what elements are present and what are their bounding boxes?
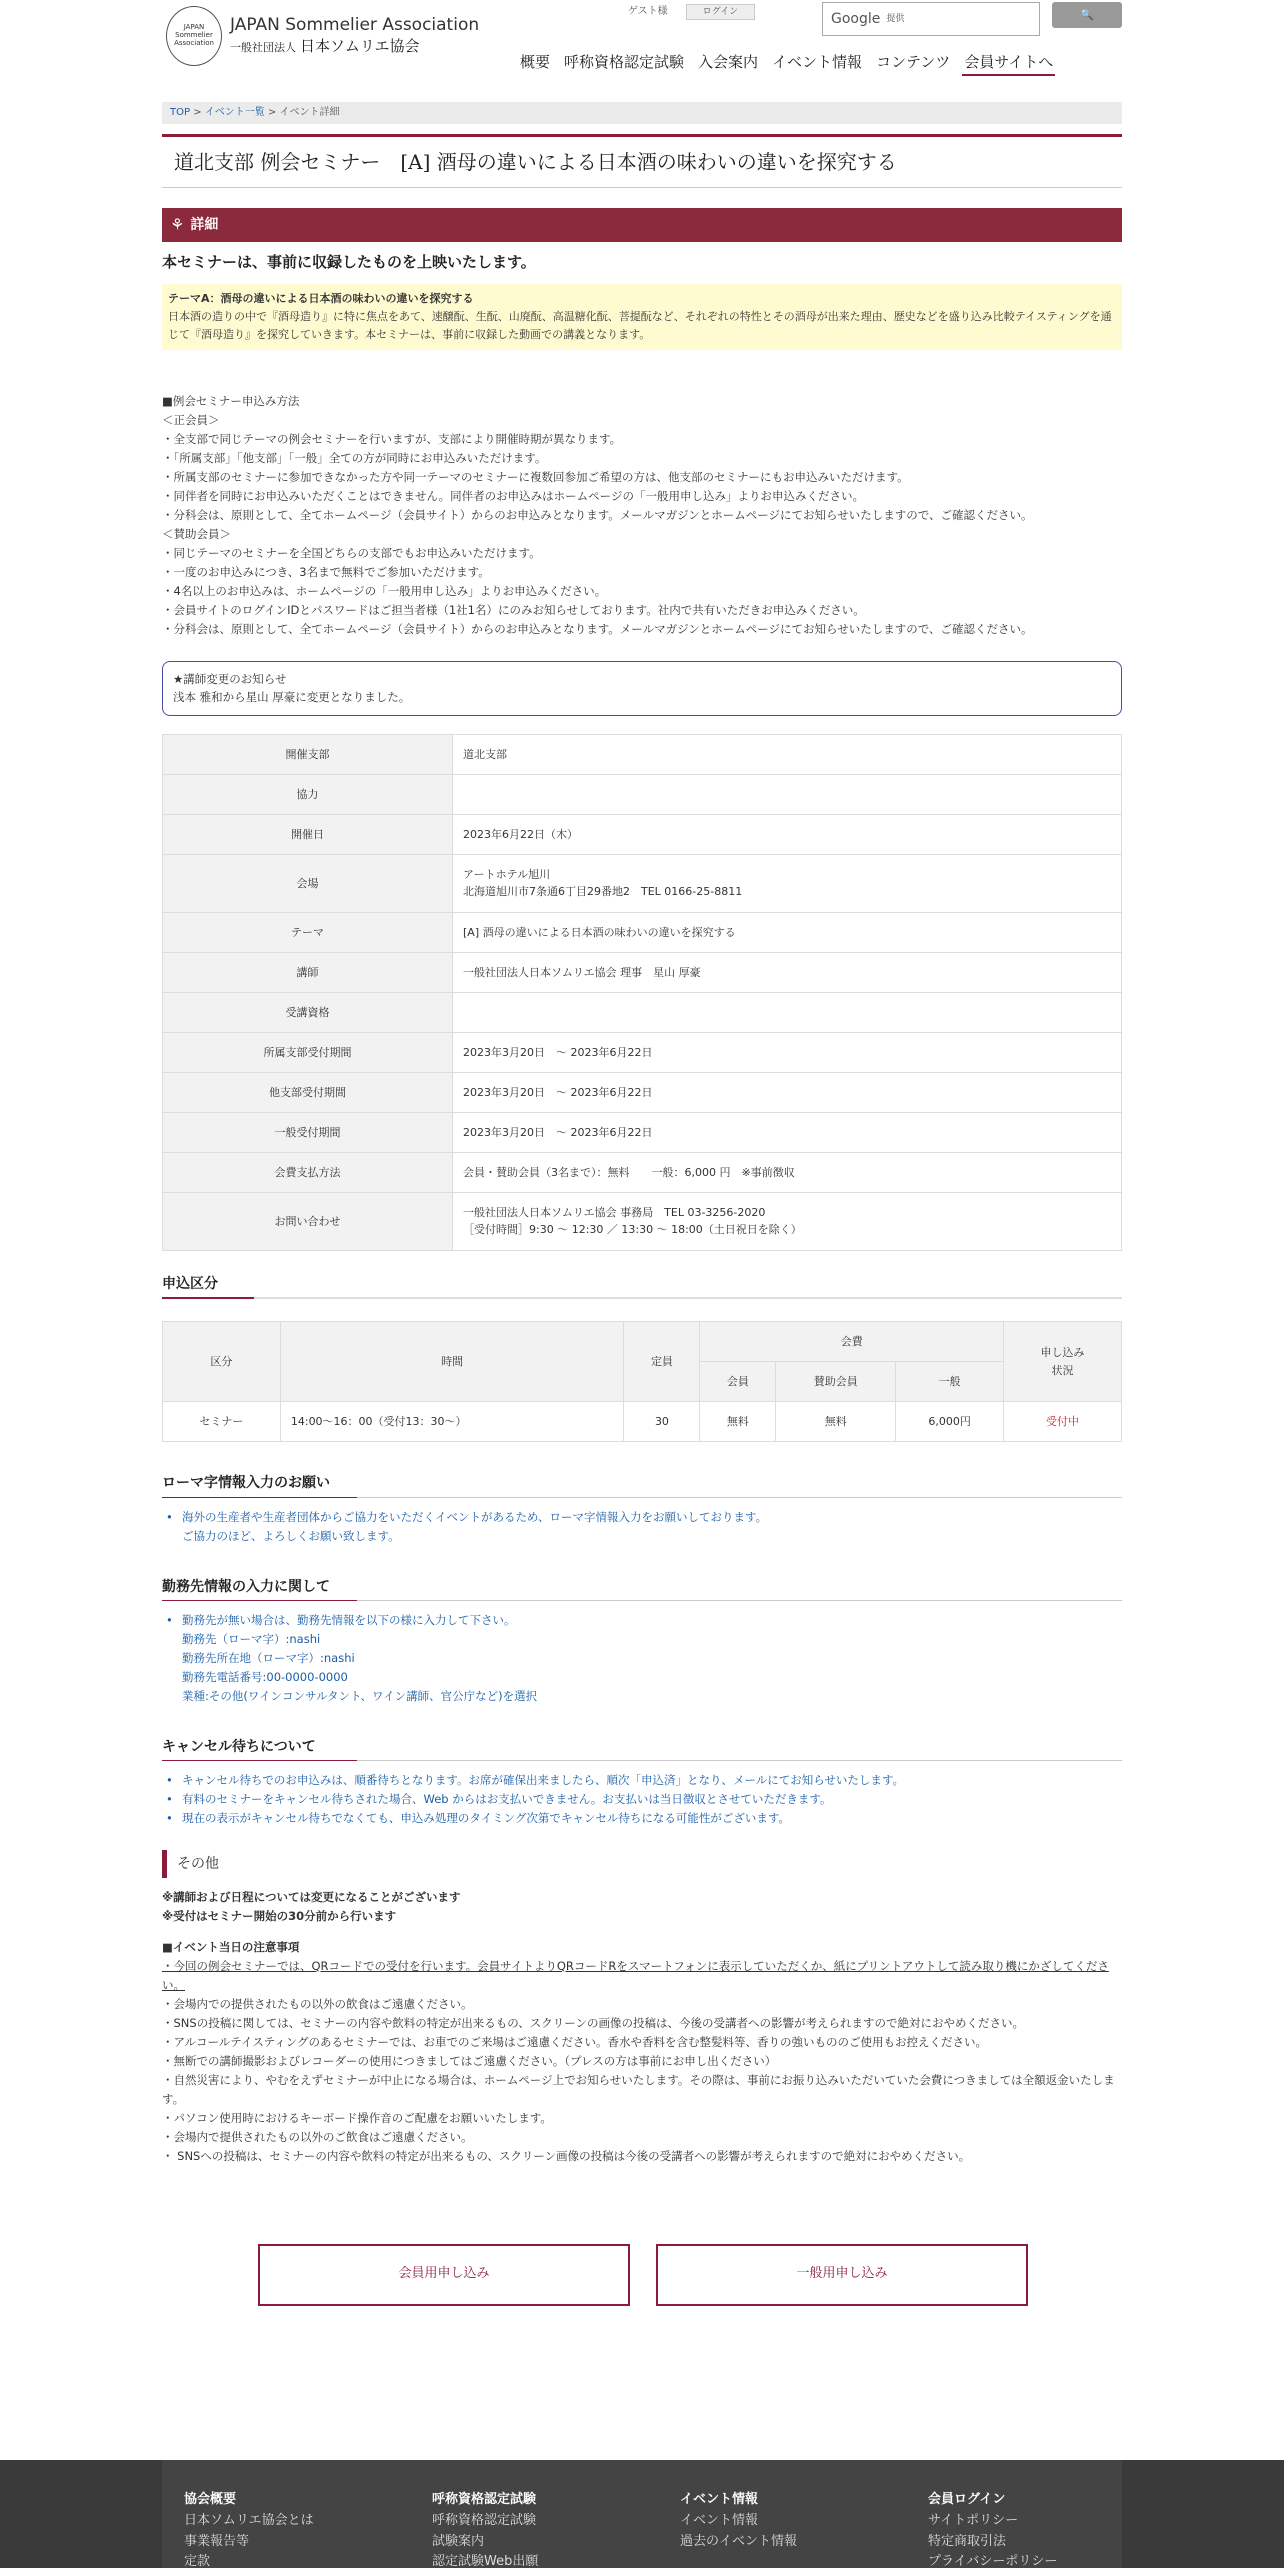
footer-link[interactable]: 定款 bbox=[184, 2554, 211, 2568]
apply-buttons bbox=[258, 2244, 1122, 2306]
footer-inner bbox=[162, 2460, 1122, 2568]
page-title: 道北支部 例会セミナー [A] 酒母の違いによる日本酒の味わいの違いを探究する bbox=[162, 134, 1122, 188]
work-line: 勤務先が無い場合は、勤務先情報を以下の様に入力して下さい。 bbox=[182, 1612, 516, 1627]
info-value-line: アートホテル旭川 bbox=[463, 867, 551, 881]
table-row bbox=[163, 1072, 1122, 1112]
info-value bbox=[453, 912, 1122, 952]
breadcrumb-current: イベント詳細 bbox=[279, 107, 340, 118]
nav-item-exam[interactable]: 呼称資格認定試験 bbox=[564, 53, 685, 71]
note-line: ・「所属支部」「他支部」「一般」全ての方が同時にお申込みいただけます。 bbox=[162, 451, 547, 466]
table-row bbox=[163, 952, 1122, 992]
note-line: ・分科会は、原則として、全てホームページ（会員サイト）からのお申込みとなります。メールマガジンとホームページにてお知らせいたしますので、ご確認ください。 bbox=[162, 622, 1033, 637]
footer-link[interactable]: サイトポリシー bbox=[928, 2512, 1019, 2528]
logo-text bbox=[230, 15, 479, 56]
work-line: 勤務先電話番号:00-0000-0000 bbox=[182, 1669, 348, 1684]
work-line: 勤務先所在地（ローマ字）:nashi bbox=[182, 1650, 355, 1665]
utility-bar bbox=[628, 4, 755, 20]
event-day-note: ・会場内での提供されたもの以外の飲食はご遠慮ください。 bbox=[162, 1996, 473, 2011]
footer-heading[interactable]: 呼称資格認定試験 bbox=[432, 2492, 537, 2507]
info-value bbox=[453, 1192, 1122, 1250]
info-value-line: 2023年6月22日（木） bbox=[463, 827, 578, 841]
detail-band bbox=[162, 208, 1122, 242]
event-info-table bbox=[162, 734, 1122, 1251]
table-row bbox=[163, 1112, 1122, 1152]
footer-column bbox=[432, 2490, 538, 2568]
footer-column bbox=[184, 2490, 314, 2568]
work-line: 勤務先（ローマ字）:nashi bbox=[182, 1631, 321, 1646]
info-value bbox=[453, 814, 1122, 854]
info-key: 講師 bbox=[163, 952, 453, 992]
footer-column bbox=[680, 2490, 797, 2552]
breadcrumb-sep: > bbox=[264, 107, 280, 118]
breadcrumb-events[interactable]: イベント一覧 bbox=[204, 107, 265, 118]
search-button[interactable] bbox=[1052, 2, 1122, 28]
other-heading: その他 bbox=[162, 1850, 1122, 1878]
info-value-line: 会員・賛助会員（3名まで）：無料 一般：6,000 円 ※事前徴収 bbox=[463, 1165, 795, 1179]
notice-text: 浅本 雅和から星山 厚豪に変更となりました。 bbox=[173, 690, 411, 705]
table-row bbox=[163, 1402, 1122, 1442]
general-apply-button[interactable]: 一般用申し込み bbox=[656, 2244, 1028, 2306]
table-row bbox=[163, 774, 1122, 814]
info-key: 所属支部受付期間 bbox=[163, 1032, 453, 1072]
global-nav bbox=[518, 50, 1055, 76]
info-value bbox=[453, 774, 1122, 814]
romaji-line: 海外の生産者や生産者団体からご協力をいただくイベントがあるため、ローマ字情報入力をお願いしております。 bbox=[182, 1509, 768, 1524]
info-key: 他支部受付期間 bbox=[163, 1072, 453, 1112]
table-row bbox=[163, 912, 1122, 952]
apply-section-heading: 申込区分 bbox=[162, 1273, 1122, 1299]
note-line: ＜正会員＞ bbox=[162, 413, 220, 428]
event-day-note: ・今回の例会セミナーでは、QRコードでの受付を行います。会員サイトよりQRコードRをスマートフォンに表示していただくか、紙にプリントアウトして読み取り機にかざしてください。 bbox=[162, 1958, 1109, 1992]
info-key: 会場 bbox=[163, 854, 453, 912]
other-bold-line: ※講師および日程については変更になることがございます bbox=[162, 1890, 461, 1905]
apply-cell-supporting: 無料 bbox=[776, 1402, 896, 1442]
info-key: 受講資格 bbox=[163, 992, 453, 1032]
table-row bbox=[163, 734, 1122, 774]
event-day-note: ・無断での講師撮影およびレコーダーの使用につきましてはご遠慮ください。（プレスの方は事前にお申し出ください） bbox=[162, 2053, 777, 2068]
apply-cell-category: セミナー bbox=[163, 1402, 281, 1442]
list-item: • キャンセル待ちでのお申込みは、順番待ちとなります。お席が確保出来ましたら、順次「申込済」となり、メールにてお知らせいたします。 bbox=[182, 1771, 1122, 1790]
info-value bbox=[453, 1112, 1122, 1152]
info-value-line: 一般社団法人日本ソムリエ協会 理事 星山 厚豪 bbox=[463, 965, 701, 979]
login-button[interactable]: ログイン bbox=[686, 4, 756, 20]
apply-header-fee: 会費 bbox=[700, 1322, 1004, 1362]
table-row bbox=[163, 1192, 1122, 1250]
info-value-line: 道北支部 bbox=[463, 747, 507, 761]
search-brand-sub: 提供 bbox=[886, 13, 905, 24]
work-line: 業種:その他(ワインコンサルタント、ワイン講師、官公庁など)を選択 bbox=[182, 1688, 538, 1703]
search-brand: Google bbox=[831, 10, 881, 27]
footer-link[interactable]: 呼称資格認定試験 bbox=[432, 2512, 537, 2528]
nav-item-join[interactable]: 入会案内 bbox=[698, 53, 759, 71]
note-line: ・全支部で同じテーマの例会セミナーを行いますが、支部により開催時期が異なります。 bbox=[162, 432, 622, 447]
nav-item-overview[interactable]: 概要 bbox=[520, 53, 551, 71]
cancel-list bbox=[162, 1771, 1122, 1828]
apply-status-badge: 受付中 bbox=[1004, 1402, 1122, 1442]
note-line: ・同伴者を同時にお申込みいただくことはできません。同伴者のお申込みはホームページの「一般用申し込み」よりお申込みください。 bbox=[162, 489, 864, 504]
breadcrumb-sep: > bbox=[190, 107, 205, 118]
lecturer-change-notice bbox=[162, 661, 1122, 716]
other-bold-line: ※受付はセミナー開始の30分前から行います bbox=[162, 1909, 397, 1924]
footer-heading[interactable]: 会員ログイン bbox=[928, 2492, 1006, 2507]
apply-header-member: 会員 bbox=[700, 1362, 776, 1402]
nav-item-member-site[interactable]: 会員サイトへ bbox=[962, 50, 1055, 76]
logo-jp-name: 日本ソムリエ協会 bbox=[300, 36, 420, 55]
info-value-line: [A] 酒母の違いによる日本酒の味わいの違いを探究する bbox=[463, 925, 736, 939]
apply-cell-time: 14:00～16：00（受付13：30～） bbox=[280, 1402, 624, 1442]
site-header bbox=[162, 0, 1122, 96]
footer-heading[interactable]: 協会概要 bbox=[184, 2492, 237, 2507]
site-footer bbox=[0, 2460, 1284, 2568]
search-icon: 🔍 bbox=[1080, 8, 1094, 22]
logo-circle-line: JAPAN bbox=[183, 23, 205, 32]
event-day-note: ・会場内で提供されたもの以外のご飲食はご遠慮ください。 bbox=[162, 2129, 473, 2144]
footer-column bbox=[928, 2490, 1057, 2568]
info-key: 会費支払方法 bbox=[163, 1152, 453, 1192]
event-day-note: ・パソコン使用時におけるキーボード操作音のご配慮をお願いいたします。 bbox=[162, 2110, 552, 2125]
footer-link[interactable]: イベント情報 bbox=[680, 2512, 759, 2528]
theme-heading: テーマA：酒母の違いによる日本酒の味わいの違いを探究する bbox=[168, 292, 474, 305]
romaji-line: ご協力のほど、よろしくお願い致します。 bbox=[182, 1528, 400, 1543]
info-value bbox=[453, 992, 1122, 1032]
info-value bbox=[453, 734, 1122, 774]
list-item: • 有料のセミナーをキャンセル待ちされた場合、Web からはお支払いできません。お支払いは当日徴収とさせていただきます。 bbox=[182, 1790, 1122, 1809]
member-apply-button[interactable]: 会員用申し込み bbox=[258, 2244, 630, 2306]
event-day-note: ・自然災害により、やむをえずセミナーが中止になる場合は、ホームページ上でお知らせいたします。その際は、事前にお振り込みいただいていた会費につきましては全額返金いたします。 bbox=[162, 2072, 1115, 2106]
apply-table bbox=[162, 1321, 1122, 1442]
list-item bbox=[182, 1611, 1122, 1706]
event-day-note: ・ SNSへの投稿は、セミナーの内容や飲料の特定が出来るもの、スクリーン画像の投稿は今後の受講者への影響が考えられますので絶対におやめください。 bbox=[162, 2148, 971, 2163]
logo-circle-line: Association bbox=[174, 38, 214, 47]
apply-header-general: 一般 bbox=[896, 1362, 1004, 1402]
event-day-note: ・アルコールテイスティングのあるセミナーでは、お車でのご来場はご遠慮ください。香水や香料を含む整髪料等、香りの強いもののご使用もお控えください。 bbox=[162, 2034, 988, 2049]
footer-link[interactable]: 試験案内 bbox=[432, 2533, 485, 2549]
info-value-line: 一般社団法人日本ソムリエ協会 事務局 TEL 03-3256-2020 bbox=[463, 1205, 766, 1219]
lead-text: 本セミナーは、事前に収録したものを上映いたします。 bbox=[162, 253, 536, 271]
apply-header-category: 区分 bbox=[163, 1322, 281, 1402]
note-line: ・一度のお申込みにつき、3名まで無料でご参加いただけます。 bbox=[162, 565, 490, 580]
detail-band-label: 詳細 bbox=[190, 216, 219, 233]
nav-item-events[interactable]: イベント情報 bbox=[772, 53, 863, 71]
info-value-line: 北海道旭川市7条通6丁目29番地2 TEL 0166-25-8811 bbox=[463, 885, 743, 899]
note-line: ・分科会は、原則として、全てホームページ（会員サイト）からのお申込みとなります。メールマガジンとホームページにてお知らせいたしますので、ご確認ください。 bbox=[162, 508, 1033, 523]
other-notes bbox=[162, 1888, 1122, 2166]
info-value bbox=[453, 1152, 1122, 1192]
note-line: ■例会セミナー申込み方法 bbox=[162, 394, 300, 409]
footer-link[interactable]: 事業報告等 bbox=[184, 2533, 250, 2549]
site-logo[interactable] bbox=[166, 6, 479, 66]
note-line: ＜賛助会員＞ bbox=[162, 527, 231, 542]
list-item bbox=[182, 1508, 1122, 1546]
event-day-note: ・SNSの投稿に関しては、セミナーの内容や飲料の特定が出来るもの、スクリーンの画像の投稿は、今後の受講者への影響が考えられますので絶対におやめください。 bbox=[162, 2015, 1025, 2030]
info-value-line: 2023年3月20日 ～ 2023年6月22日 bbox=[463, 1085, 653, 1099]
info-key: 開催支部 bbox=[163, 734, 453, 774]
info-value bbox=[453, 952, 1122, 992]
note-line: ・所属支部のセミナーに参加できなかった方や同一テーマのセミナーに複数回参加ご希望の方は、他支部のセミナーにもお申込みいただけます。 bbox=[162, 470, 909, 485]
table-row bbox=[163, 854, 1122, 912]
notice-title: ★講師変更のお知らせ bbox=[173, 672, 287, 687]
info-key: お問い合わせ bbox=[163, 1192, 453, 1250]
cancel-heading: キャンセル待ちについて bbox=[162, 1736, 1122, 1761]
footer-link[interactable]: 特定商取引法 bbox=[928, 2533, 1007, 2549]
info-value-line: 2023年3月20日 ～ 2023年6月22日 bbox=[463, 1125, 653, 1139]
apply-cell-general: 6,000円 bbox=[896, 1402, 1004, 1442]
info-value-line: 2023年3月20日 ～ 2023年6月22日 bbox=[463, 1045, 653, 1059]
info-value-line: ［受付時間］9:30 ～ 12:30 ／ 13:30 ～ 18:00（土日祝日を除く） bbox=[463, 1223, 802, 1237]
info-key: 開催日 bbox=[163, 814, 453, 854]
apply-header-capacity: 定員 bbox=[624, 1322, 700, 1402]
note-line: ・会員サイトのログインIDとパスワードはご担当者様（1社1名）にのみお知らせしております。社内で共有いただきお申込みください。 bbox=[162, 603, 865, 618]
apply-cell-member: 無料 bbox=[700, 1402, 776, 1442]
apply-header-time: 時間 bbox=[280, 1322, 624, 1402]
table-row bbox=[163, 1152, 1122, 1192]
footer-link[interactable]: 日本ソムリエ協会とは bbox=[184, 2512, 314, 2528]
event-day-notes bbox=[162, 1957, 1122, 2166]
logo-emblem bbox=[166, 6, 222, 66]
info-key: 一般受付期間 bbox=[163, 1112, 453, 1152]
info-key: 協力 bbox=[163, 774, 453, 814]
breadcrumb bbox=[162, 102, 1122, 124]
apply-header-supporting: 賛助会員 bbox=[776, 1362, 896, 1402]
event-day-heading: ■イベント当日の注意事項 bbox=[162, 1939, 300, 1954]
logo-jp-small: 一般社団法人 bbox=[230, 40, 296, 54]
info-value bbox=[453, 1032, 1122, 1072]
table-row bbox=[163, 992, 1122, 1032]
note-line: ・4名以上のお申込みは、ホームページの「一般用申し込み」よりお申込みください。 bbox=[162, 584, 607, 599]
romaji-heading: ローマ字情報入力のお願い bbox=[162, 1472, 1122, 1497]
theme-box bbox=[162, 284, 1122, 350]
note-line: ・同じテーマのセミナーを全国どちらの支部でもお申込みいただけます。 bbox=[162, 546, 541, 561]
footer-heading[interactable]: イベント情報 bbox=[680, 2492, 759, 2507]
table-row bbox=[163, 814, 1122, 854]
wine-glass-icon: ⚘ bbox=[170, 215, 185, 235]
info-value bbox=[453, 854, 1122, 912]
theme-text: 日本酒の造りの中で『酒母造り』に特に焦点をあて、速醸酛、生酛、山廃酛、高温糖化酛、菩提酛など、それぞれの特性とその酒母が出来た理由、歴史などを盛り込み比較テイスティングを通じて『酒母造り』を探究していきます。本セミナーは、事前に収録した動画での講義となります。 bbox=[168, 310, 1112, 342]
search-input[interactable] bbox=[822, 2, 1040, 36]
guest-label: ゲスト様 bbox=[628, 6, 668, 17]
info-value bbox=[453, 1072, 1122, 1112]
footer-link[interactable]: プライバシーポリシー bbox=[928, 2554, 1058, 2568]
footer-link[interactable]: 過去のイベント情報 bbox=[680, 2533, 798, 2549]
romaji-list bbox=[162, 1508, 1122, 1546]
table-row bbox=[163, 1032, 1122, 1072]
list-item: • 現在の表示がキャンセル待ちでなくても、申込み処理のタイミング次第でキャンセル待ちになる可能性がございます。 bbox=[182, 1809, 1122, 1828]
logo-japanese bbox=[230, 36, 479, 57]
footer-link[interactable]: 認定試験Web出願 bbox=[432, 2554, 539, 2568]
apply-cell-capacity: 30 bbox=[624, 1402, 700, 1442]
apply-header-status: 申し込み 状況 bbox=[1004, 1322, 1122, 1402]
info-key: テーマ bbox=[163, 912, 453, 952]
logo-english: JAPAN Sommelier Association bbox=[230, 15, 480, 36]
logo-circle-line: Sommelier bbox=[175, 31, 213, 40]
application-notes bbox=[162, 392, 1122, 639]
work-heading: 勤務先情報の入力に関して bbox=[162, 1576, 1122, 1601]
nav-item-contents[interactable]: コンテンツ bbox=[876, 53, 951, 71]
breadcrumb-top[interactable]: TOP bbox=[170, 107, 191, 118]
work-list bbox=[162, 1611, 1122, 1706]
